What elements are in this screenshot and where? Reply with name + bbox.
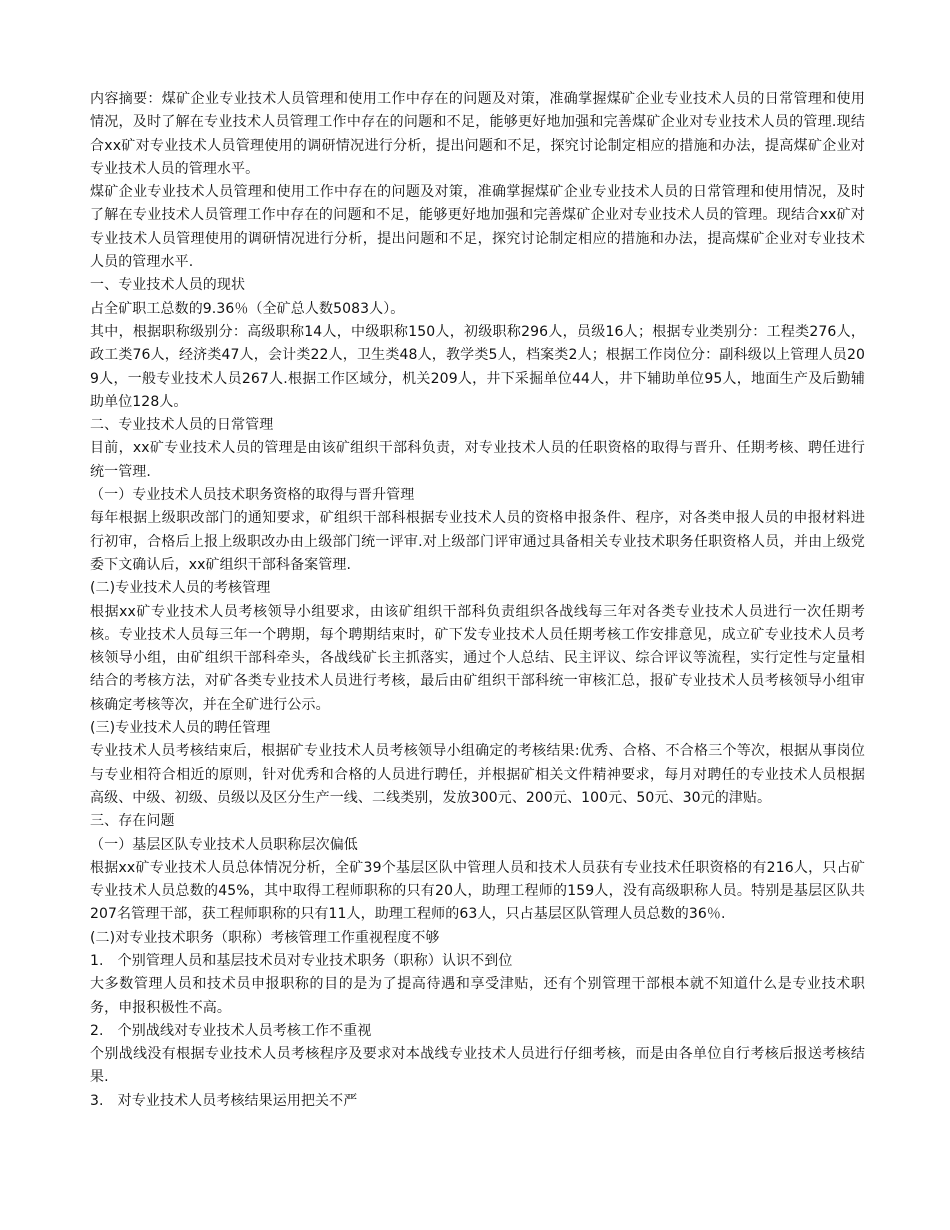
subsection-heading: (三)专业技术人员的聘任管理 xyxy=(90,720,271,737)
numbered-item: 3. 对专业技术人员考核结果运用把关不严 xyxy=(90,1092,358,1109)
body-paragraph: 每年根据上级职改部门的通知要求，矿组织干部科根据专业技术人员的资格申报条件、程序，对各类申报人员的申报材料进行初审，合格后上报上级职改办由上级部门统一评审.对上级部门评审通过具备相关专业技术职务任职资格人员，并由上级党委下文确认后，xx矿组织干部科备案管理. xyxy=(90,510,865,573)
body-paragraph: 其中，根据职称级别分：高级职称14人，中级职称150人，初级职称296人，员级16人；根据专业类别分：工程类276人，政工类76人，经济类47人，会计类22人，卫生类48人，教学类5人，档案类2人；根据工作岗位分：副科级以上管理人员209人，一般专业技术人员267人.根据工作区域分，机关209人，井下采掘单位44人，井下辅助单位95人，地面生产及后勤辅助单位128人。 xyxy=(90,323,865,410)
numbered-item: 1. 个别管理人员和基层技术员对专业技术职务（职称）认识不到位 xyxy=(90,952,513,969)
section-heading-2: 二、专业技术人员的日常管理 xyxy=(90,417,274,434)
subsection-heading: （一）专业技术人员技术职务资格的取得与晋升管理 xyxy=(90,487,415,504)
subsection-heading: （一）基层区队专业技术人员职称层次偏低 xyxy=(90,836,358,853)
subsection-heading: (二)专业技术人员的考核管理 xyxy=(90,580,271,597)
body-paragraph: 根据xx矿专业技术人员考核领导小组要求，由该矿组织干部科负责组织各战线每三年对各类专业技术人员进行一次任期考核。专业技术人员每三年一个聘期，每个聘期结束时，矿下发专业技术人员任期考核工作安排意见，成立矿专业技术人员考核领导小组，由矿组织干部科牵头，各战线矿长主抓落实，通过个人总结、民主评议、综合评议等流程，实行定性与定量相结合的考核方法，对矿各类专业技术人员进行考核，最后由矿组织干部科统一审核汇总，报矿专业技术人员考核领导小组审核确定考核等次，并在全矿进行公示。 xyxy=(90,603,865,713)
intro-paragraph: 煤矿企业专业技术人员管理和使用工作中存在的问题及对策，准确掌握煤矿企业专业技术人员的日常管理和使用情况，及时了解在专业技术人员管理工作中存在的问题和不足，能够更好地加强和完善煤矿企业对专业技术人员的管理。现结合xx矿对专业技术人员管理使用的调研情况进行分析，提出问题和不足，探究讨论制定相应的措施和办法，提高煤矿企业对专业技术人员的管理水平. xyxy=(90,184,865,271)
summary-paragraph: 内容摘要：煤矿企业专业技术人员管理和使用工作中存在的问题及对策，准确掌握煤矿企业专业技术人员的日常管理和使用情况，及时了解在专业技术人员管理工作中存在的问题和不足，能够更好地加强和完善煤矿企业对专业技术人员的管理.现结合xx矿对专业技术人员管理使用的调研情况进行分析，提出问题和不足，探究讨论制定相应的措施和办法，提高煤矿企业对专业技术人员的管理水平。 xyxy=(90,91,865,177)
subsection-heading: (二)对专业技术职务（职称）考核管理工作重视程度不够 xyxy=(90,929,440,946)
section-heading-1: 一、专业技术人员的现状 xyxy=(90,277,246,294)
body-paragraph: 占全矿职工总数的9.36％（全矿总人数5083人）。 xyxy=(90,300,405,317)
body-paragraph: 大多数管理人员和技术员申报职称的目的是为了提高待遇和享受津贴，还有个别管理干部根本就不知道什么是专业技术职务，申报积极性不高。 xyxy=(90,976,865,1016)
body-paragraph: 专业技术人员考核结束后，根据矿专业技术人员考核领导小组确定的考核结果:优秀、合格、不合格三个等次，根据从事岗位与专业相符合相近的原则，针对优秀和合格的人员进行聘任，并根据矿相关文件精神要求，每月对聘任的专业技术人员根据高级、中级、初级、员级以及区分生产一线、二线类别，发放300元、200元、100元、50元、30元的津贴。 xyxy=(90,743,865,806)
section-heading-3: 三、存在问题 xyxy=(90,813,175,830)
numbered-item: 2. 个别战线对专业技术人员考核工作不重视 xyxy=(90,1022,372,1039)
body-paragraph: 根据xx矿专业技术人员总体情况分析，全矿39个基层区队中管理人员和技术人员获有专业技术任职资格的有216人，只占矿专业技术人员总数的45%，其中取得工程师职称的只有20人，助理工程师的159人，没有高级职称人员。特别是基层区队共207名管理干部，获工程师职称的只有11人，助理工程师的63人，只占基层区队管理人员总数的36％. xyxy=(90,859,865,923)
document-body xyxy=(90,88,865,1113)
body-paragraph: 个别战线没有根据专业技术人员考核程序及要求对本战线专业技术人员进行仔细考核，而是由各单位自行考核后报送考核结果. xyxy=(90,1046,865,1086)
body-paragraph: 目前，xx矿专业技术人员的管理是由该矿组织干部科负责，对专业技术人员的任职资格的取得与晋升、任期考核、聘任进行统一管理. xyxy=(90,440,865,480)
